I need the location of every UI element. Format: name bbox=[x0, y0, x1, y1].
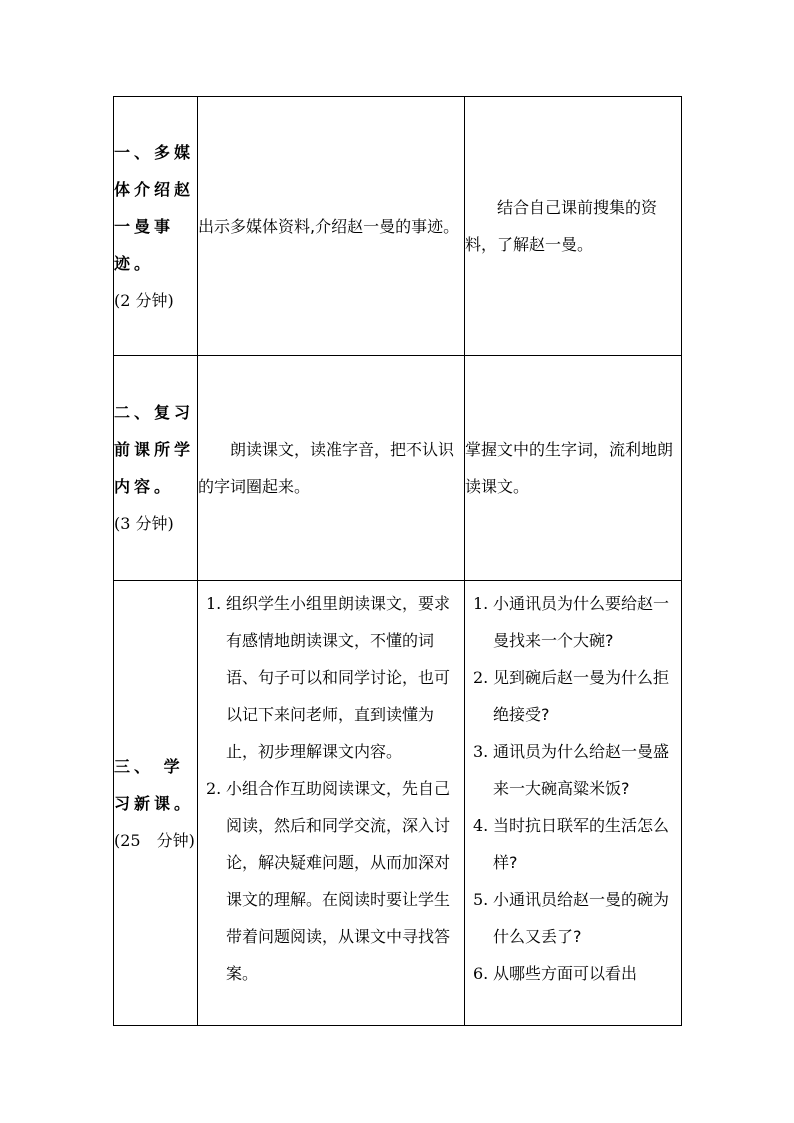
list-item bbox=[465, 955, 673, 992]
list-item-text: 通讯员为什么给赵一曼盛来一大碗高粱米饭? bbox=[493, 742, 670, 798]
list-item-text: 组织学生小组里朗读课文，要求有感情地朗读课文，不懂的词语、句子可以和同学讨论，也可以记下来问老师，直到读懂为止，初步理解课文内容。 bbox=[226, 594, 451, 761]
table-row bbox=[114, 97, 682, 356]
student-activity-cell bbox=[465, 581, 682, 1026]
table-row bbox=[114, 581, 682, 1026]
list-item bbox=[465, 659, 673, 733]
list-item-text: 小通讯员给赵一曼的碗为什么又丢了? bbox=[493, 890, 670, 946]
list-item-text: 当时抗日联军的生活怎么样? bbox=[493, 816, 670, 872]
list-item-text: 见到碗后赵一曼为什么拒绝接受? bbox=[493, 668, 670, 724]
stage-cell bbox=[114, 581, 198, 1026]
teacher-activity-cell bbox=[198, 97, 465, 356]
list-item bbox=[465, 733, 673, 807]
list-item bbox=[465, 585, 673, 659]
stage-cell bbox=[114, 97, 198, 356]
list-item bbox=[198, 585, 464, 770]
student-activity-text: 掌握文中的生字词，流利地朗读课文。 bbox=[465, 440, 674, 496]
teacher-activity-cell bbox=[198, 581, 465, 1026]
list-item-number: 2. bbox=[206, 779, 222, 798]
list-item-number: 4. bbox=[473, 816, 489, 835]
list-item bbox=[465, 881, 673, 955]
list-item-text: 小通讯员为什么要给赵一曼找来一个大碗? bbox=[493, 594, 670, 650]
stage-time: (2 分钟) bbox=[114, 290, 174, 310]
list-item-number: 1. bbox=[206, 594, 222, 613]
stage-time: (3 分钟) bbox=[114, 514, 174, 533]
list-item-number: 2. bbox=[473, 668, 489, 687]
lesson-plan-table bbox=[113, 96, 682, 1026]
list-item-text: 小组合作互助阅读课文，先自己阅读，然后和同学交流，深入讨论，解决疑难问题，从而加深对课文的理解。在阅读时要让学生带着问题阅读，从课文中寻找答案。 bbox=[226, 779, 451, 983]
teacher-steps-list bbox=[198, 585, 464, 992]
list-item bbox=[465, 807, 673, 881]
list-item-text: 从哪些方面可以看出 bbox=[493, 964, 638, 983]
table-row bbox=[114, 356, 682, 581]
stage-title: 一、多媒体介绍赵一曼事迹。 bbox=[114, 142, 195, 273]
teacher-activity-text: 朗读课文，读准字音，把不认识的字词圈起来。 bbox=[198, 440, 455, 496]
list-item-number: 5. bbox=[473, 890, 489, 909]
stage-time: (25 分钟) bbox=[114, 830, 195, 850]
list-item-number: 1. bbox=[473, 594, 489, 613]
student-activity-text: 结合自己课前搜集的资料，了解赵一曼。 bbox=[465, 198, 658, 254]
teacher-activity-cell bbox=[198, 356, 465, 581]
stage-title: 二、复习前课所学内容。 bbox=[114, 403, 195, 496]
stage-title: 三、 学习新课。 bbox=[114, 756, 195, 813]
list-item-number: 3. bbox=[473, 742, 489, 761]
list-item bbox=[198, 770, 464, 992]
list-item-number: 6. bbox=[473, 964, 489, 983]
student-activity-cell bbox=[465, 97, 682, 356]
student-questions-list bbox=[465, 585, 673, 992]
stage-cell bbox=[114, 356, 198, 581]
teacher-activity-text: 出示多媒体资料,介绍赵一曼的事迹。 bbox=[198, 216, 460, 236]
student-activity-cell bbox=[465, 356, 682, 581]
